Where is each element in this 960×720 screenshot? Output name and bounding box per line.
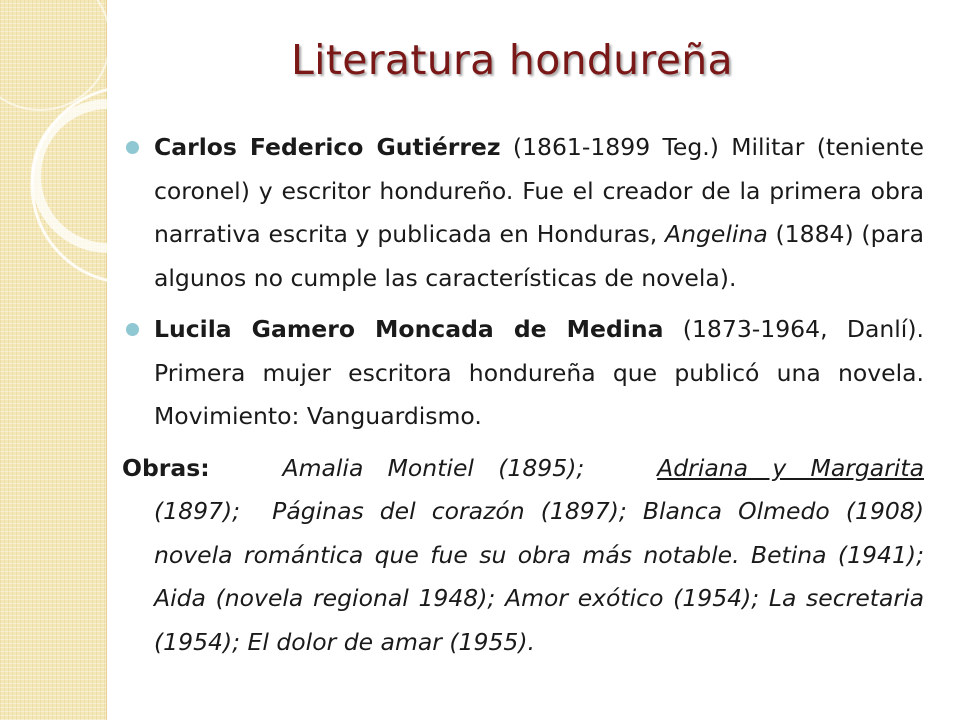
- author-description: (1873-1964, Danlí). Primera mujer escritora hondureña que publicó una novela. Movimiento: Vanguardismo.: [154, 315, 924, 430]
- author-name: Carlos Federico Gutiérrez: [154, 133, 501, 161]
- bullet-dot-icon: [126, 323, 139, 336]
- bullet-item-gamero: [122, 308, 924, 439]
- author-name: Lucila Gamero Moncada de Medina: [154, 315, 664, 343]
- work-amalia-montiel: Amalia Montiel (1895);: [282, 453, 585, 482]
- work-adriana-y-margarita: Adriana y Margarita: [657, 453, 925, 482]
- author-description-cont: (1884) (para algunos no cumple las características de novela).: [154, 220, 924, 292]
- works-list: [122, 447, 924, 665]
- author-description: (1861-1899 Teg.) Militar (teniente coronel) y escritor hondureño. Fue el creador de la primera obra narrativa escrita y publicada en Honduras,: [154, 133, 924, 248]
- slide-content: [122, 126, 924, 664]
- work-adriana-year: (1897);: [154, 497, 241, 525]
- work-title: Angelina: [665, 220, 768, 248]
- slide-title: Literatura hondureña: [291, 36, 733, 84]
- bullet-dot-icon: [126, 141, 139, 154]
- works-label: Obras:: [122, 453, 210, 482]
- bullet-item-gutierrez: [122, 126, 924, 300]
- works-remaining: Páginas del corazón (1897); Blanca Olmedo (1908) novela romántica que fue su obra más notable. Betina (1941); Aida (novela regional 1948); Amor exótico (1954); La secretaria (1954); El dolor de amar (1955).: [154, 497, 924, 656]
